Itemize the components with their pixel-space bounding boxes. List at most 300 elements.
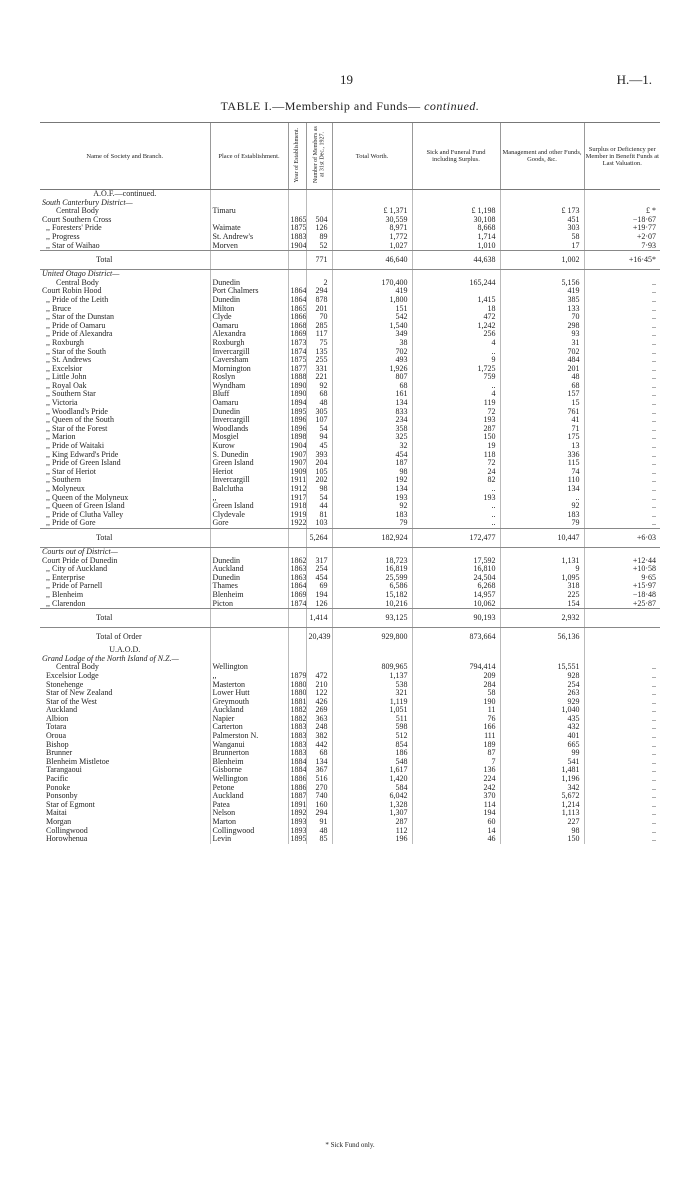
col-header-mgmt: Management and other Funds, Goods, &c. bbox=[500, 123, 584, 190]
cell-members: 331 bbox=[306, 365, 332, 374]
cell-year: 1893 bbox=[288, 827, 306, 836]
cell-mgmt: 41 bbox=[500, 416, 584, 425]
cell-place bbox=[210, 199, 288, 208]
cell-name: Tarangaoui bbox=[46, 766, 82, 775]
cell-members: 367 bbox=[306, 766, 332, 775]
table-row bbox=[40, 749, 660, 758]
table-row bbox=[40, 706, 660, 715]
table-row bbox=[40, 348, 660, 357]
cell-members: 20,439 bbox=[306, 628, 332, 647]
table-total-row bbox=[40, 528, 660, 547]
cell-name: A.O.F.—continued. bbox=[93, 189, 157, 198]
cell-total: 6,042 bbox=[332, 792, 412, 801]
cell-members: 393 bbox=[306, 451, 332, 460]
cell-members: 285 bbox=[306, 322, 332, 331]
cell-total: 511 bbox=[332, 715, 412, 724]
cell-surplus: .. bbox=[584, 339, 660, 348]
table-total-row bbox=[40, 628, 660, 647]
cell-surplus: +19·77 bbox=[584, 224, 660, 233]
cell-surplus: .. bbox=[584, 459, 660, 468]
cell-members: 363 bbox=[306, 715, 332, 724]
cell-members: 54 bbox=[306, 494, 332, 503]
cell-sick: 256 bbox=[412, 330, 500, 339]
cell-surplus: .. bbox=[584, 827, 660, 836]
cell-name: ,, City of Auckland bbox=[46, 565, 108, 574]
cell-name: ,, Pride of Parnell bbox=[46, 582, 103, 591]
cell-mgmt: 79 bbox=[500, 519, 584, 528]
cell-surplus: .. bbox=[584, 485, 660, 494]
cell-members: 98 bbox=[306, 485, 332, 494]
cell-name: Central Body bbox=[56, 278, 99, 287]
cell-place: Picton bbox=[210, 600, 288, 609]
cell-year: 1890 bbox=[288, 382, 306, 391]
cell-mgmt: 2,932 bbox=[500, 609, 584, 628]
table-row bbox=[40, 582, 660, 591]
cell-place: Invercargill bbox=[210, 476, 288, 485]
cell-year: 1886 bbox=[288, 775, 306, 784]
cell-year bbox=[288, 270, 306, 279]
cell-place: Dunedin bbox=[210, 574, 288, 583]
cell-year: 1869 bbox=[288, 330, 306, 339]
cell-members: 254 bbox=[306, 565, 332, 574]
cell-name: ,, Blenheim bbox=[46, 590, 84, 599]
table-row bbox=[40, 775, 660, 784]
cell-name: ,, Pride of Green Island bbox=[46, 459, 121, 468]
cell-total: 79 bbox=[332, 519, 412, 528]
cell-surplus bbox=[584, 199, 660, 208]
cell-mgmt: 1,214 bbox=[500, 801, 584, 810]
cell-surplus: .. bbox=[584, 818, 660, 827]
cell-mgmt: 484 bbox=[500, 356, 584, 365]
cell-members: 48 bbox=[306, 399, 332, 408]
cell-surplus: .. bbox=[584, 348, 660, 357]
table-row bbox=[40, 442, 660, 451]
table-row bbox=[40, 382, 660, 391]
cell-place: Green Island bbox=[210, 459, 288, 468]
cell-mgmt: 435 bbox=[500, 715, 584, 724]
cell-mgmt: 451 bbox=[500, 216, 584, 225]
footnote: * Sick Fund only. bbox=[325, 1141, 375, 1149]
cell-total: 98 bbox=[332, 468, 412, 477]
cell-mgmt: .. bbox=[500, 494, 584, 503]
cell-members: 382 bbox=[306, 732, 332, 741]
cell-place: Kurow bbox=[210, 442, 288, 451]
cell-total: 134 bbox=[332, 399, 412, 408]
cell-year: 1862 bbox=[288, 557, 306, 566]
cell-mgmt: 225 bbox=[500, 591, 584, 600]
cell-name: Auckland bbox=[46, 706, 78, 715]
cell-total: 151 bbox=[332, 305, 412, 314]
cell-year: 1880 bbox=[288, 681, 306, 690]
cell-total bbox=[332, 199, 412, 208]
cell-name: Court Southern Cross bbox=[42, 215, 112, 224]
table-row bbox=[40, 468, 660, 477]
table-row bbox=[40, 330, 660, 339]
cell-mgmt: 15,551 bbox=[500, 663, 584, 672]
cell-sick: .. bbox=[412, 519, 500, 528]
cell-name: Grand Lodge of the North Island of N.Z.— bbox=[42, 654, 179, 663]
cell-total: 809,965 bbox=[332, 663, 412, 672]
cell-surplus bbox=[584, 646, 660, 655]
cell-place: Bluff bbox=[210, 390, 288, 399]
cell-place: Invercargill bbox=[210, 416, 288, 425]
cell-surplus bbox=[584, 655, 660, 664]
cell-total: 187 bbox=[332, 459, 412, 468]
cell-name: ,, Queen of the Molyneux bbox=[46, 493, 129, 502]
cell-year: 1873 bbox=[288, 339, 306, 348]
cell-year bbox=[288, 528, 306, 547]
cell-mgmt: 74 bbox=[500, 468, 584, 477]
cell-total: 112 bbox=[332, 827, 412, 836]
cell-mgmt: 419 bbox=[500, 287, 584, 296]
cell-mgmt: 1,040 bbox=[500, 706, 584, 715]
cell-sick: 10,062 bbox=[412, 600, 500, 609]
cell-sick: 193 bbox=[412, 494, 500, 503]
cell-year: 1896 bbox=[288, 425, 306, 434]
cell-members: 454 bbox=[306, 574, 332, 583]
cell-place: Dunedin bbox=[210, 296, 288, 305]
cell-surplus: .. bbox=[584, 305, 660, 314]
cell-year bbox=[288, 207, 306, 216]
table-title bbox=[0, 99, 700, 114]
table-title-suffix: continued. bbox=[424, 99, 480, 113]
table-row bbox=[40, 698, 660, 707]
cell-place: Greymouth bbox=[210, 698, 288, 707]
cell-members bbox=[306, 547, 332, 556]
cell-year: 1907 bbox=[288, 459, 306, 468]
cell-members: 103 bbox=[306, 519, 332, 528]
cell-sick: 72 bbox=[412, 459, 500, 468]
cell-members: 107 bbox=[306, 416, 332, 425]
cell-name: South Canterbury District— bbox=[42, 198, 133, 207]
cell-year: 1907 bbox=[288, 451, 306, 460]
cell-total bbox=[332, 547, 412, 556]
cell-place: ,, bbox=[210, 494, 288, 503]
cell-place: Levin bbox=[210, 835, 288, 844]
col-header-members-text: Number of Members as at 31st Dec., 1927. bbox=[312, 126, 325, 184]
cell-name: Ponoke bbox=[46, 783, 70, 792]
cell-place: Thames bbox=[210, 582, 288, 591]
table-total-row bbox=[40, 609, 660, 628]
cell-sick: 1,010 bbox=[412, 242, 500, 251]
cell-members: 194 bbox=[306, 591, 332, 600]
cell-surplus: +15·97 bbox=[584, 582, 660, 591]
cell-sick: 24 bbox=[412, 468, 500, 477]
cell-surplus: .. bbox=[584, 809, 660, 818]
cell-surplus: +2·07 bbox=[584, 233, 660, 242]
cell-surplus: .. bbox=[584, 416, 660, 425]
cell-name: ,, Molyneux bbox=[46, 485, 85, 493]
cell-total: 1,137 bbox=[332, 672, 412, 681]
cell-name: Court Pride of Dunedin bbox=[42, 556, 118, 565]
cell-year: 1882 bbox=[288, 706, 306, 715]
cell-surplus bbox=[584, 270, 660, 279]
cell-place: Morven bbox=[210, 242, 288, 251]
cell-place: Petone bbox=[210, 784, 288, 793]
cell-name: Morgan bbox=[46, 818, 72, 826]
cell-surplus: .. bbox=[584, 468, 660, 477]
cell-mgmt: 928 bbox=[500, 672, 584, 681]
cell-year: 1875 bbox=[288, 356, 306, 365]
cell-year: 1883 bbox=[288, 723, 306, 732]
cell-sick: 1,242 bbox=[412, 322, 500, 331]
cell-mgmt: 48 bbox=[500, 373, 584, 382]
cell-surplus: .. bbox=[584, 715, 660, 724]
cell-mgmt: 115 bbox=[500, 459, 584, 468]
cell-year: 1904 bbox=[288, 442, 306, 451]
cell-total: 493 bbox=[332, 356, 412, 365]
cell-members: 248 bbox=[306, 723, 332, 732]
cell-place: Palmerston N. bbox=[210, 732, 288, 741]
table-row bbox=[40, 519, 660, 528]
cell-year: 1868 bbox=[288, 322, 306, 331]
cell-members: 54 bbox=[306, 425, 332, 434]
cell-total: 1,540 bbox=[332, 322, 412, 331]
cell-mgmt: 5,672 bbox=[500, 792, 584, 801]
cell-total: 10,216 bbox=[332, 600, 412, 609]
table-section-row bbox=[40, 199, 660, 208]
table-row bbox=[40, 758, 660, 767]
cell-mgmt: 342 bbox=[500, 784, 584, 793]
cell-sick: 76 bbox=[412, 715, 500, 724]
table-row bbox=[40, 390, 660, 399]
cell-members: 472 bbox=[306, 672, 332, 681]
cell-place bbox=[210, 646, 288, 655]
cell-mgmt: 303 bbox=[500, 224, 584, 233]
cell-total: 18,723 bbox=[332, 557, 412, 566]
cell-name: ,, Southern bbox=[46, 476, 81, 485]
membership-funds-table bbox=[40, 122, 660, 844]
table-section-row bbox=[40, 646, 660, 655]
cell-year: 1886 bbox=[288, 784, 306, 793]
cell-name: Excelsior Lodge bbox=[46, 671, 99, 680]
cell-name: Courts out of District— bbox=[42, 547, 118, 556]
cell-place: Mosgiel bbox=[210, 433, 288, 442]
cell-members bbox=[306, 199, 332, 208]
cell-mgmt: 665 bbox=[500, 741, 584, 750]
cell-sick: .. bbox=[412, 382, 500, 391]
cell-mgmt: 385 bbox=[500, 296, 584, 305]
cell-total: 183 bbox=[332, 511, 412, 520]
cell-name: ,, Pride of Alexandra bbox=[46, 330, 113, 339]
cell-total: 854 bbox=[332, 741, 412, 750]
col-header-name: Name of Society and Branch. bbox=[40, 123, 210, 190]
cell-place: Wellington bbox=[210, 663, 288, 672]
cell-total: 196 bbox=[332, 835, 412, 844]
cell-name: ,, Star of the Forest bbox=[46, 424, 108, 433]
cell-year: 1912 bbox=[288, 485, 306, 494]
cell-sick: 72 bbox=[412, 408, 500, 417]
cell-surplus: .. bbox=[584, 451, 660, 460]
cell-surplus: +12·44 bbox=[584, 557, 660, 566]
cell-sick: 14,957 bbox=[412, 591, 500, 600]
cell-place bbox=[210, 547, 288, 556]
cell-place bbox=[210, 270, 288, 279]
cell-sick: 19 bbox=[412, 442, 500, 451]
cell-name: Total bbox=[40, 609, 210, 628]
cell-surplus: .. bbox=[584, 322, 660, 331]
cell-members: 202 bbox=[306, 476, 332, 485]
cell-year: 1875 bbox=[288, 224, 306, 233]
table-row bbox=[40, 287, 660, 296]
cell-place: Wyndham bbox=[210, 382, 288, 391]
cell-mgmt: 17 bbox=[500, 242, 584, 251]
cell-total: 93,125 bbox=[332, 609, 412, 628]
cell-name: Total of Order bbox=[96, 631, 142, 641]
cell-members: 255 bbox=[306, 356, 332, 365]
cell-sick: 58 bbox=[412, 689, 500, 698]
cell-place: Dunedin bbox=[210, 279, 288, 288]
cell-place: Invercargill bbox=[210, 348, 288, 357]
cell-year bbox=[288, 646, 306, 655]
cell-sick: 759 bbox=[412, 373, 500, 382]
table-title-main: TABLE I.—Membership and Funds— bbox=[220, 99, 421, 113]
cell-place: ,, bbox=[210, 672, 288, 681]
cell-total: 358 bbox=[332, 425, 412, 434]
cell-surplus: .. bbox=[584, 511, 660, 520]
cell-place: Oamaru bbox=[210, 399, 288, 408]
cell-mgmt: 58 bbox=[500, 233, 584, 242]
cell-name: ,, Pride of Oamaru bbox=[46, 321, 106, 330]
cell-name: Pacific bbox=[46, 775, 69, 784]
cell-name: ,, Royal Oak bbox=[46, 381, 87, 390]
col-header-year-text: Year of Establishment. bbox=[293, 127, 300, 183]
cell-surplus: .. bbox=[584, 313, 660, 322]
cell-sick bbox=[412, 655, 500, 664]
cell-members: 89 bbox=[306, 233, 332, 242]
cell-mgmt: 1,196 bbox=[500, 775, 584, 784]
table-row bbox=[40, 242, 660, 251]
cell-total bbox=[332, 655, 412, 664]
table-row bbox=[40, 296, 660, 305]
cell-sick bbox=[412, 287, 500, 296]
cell-surplus: +25·87 bbox=[584, 600, 660, 609]
table-row bbox=[40, 339, 660, 348]
cell-surplus: .. bbox=[584, 758, 660, 767]
cell-surplus: .. bbox=[584, 741, 660, 750]
cell-members: 305 bbox=[306, 408, 332, 417]
cell-surplus: .. bbox=[584, 681, 660, 690]
cell-total bbox=[332, 270, 412, 279]
cell-name: Ponsonby bbox=[46, 792, 78, 801]
cell-mgmt: 71 bbox=[500, 425, 584, 434]
cell-place: St. Andrew's bbox=[210, 233, 288, 242]
cell-name: Oroua bbox=[46, 732, 66, 741]
table-row bbox=[40, 502, 660, 511]
cell-surplus: .. bbox=[584, 723, 660, 732]
cell-mgmt bbox=[500, 199, 584, 208]
cell-sick: 242 bbox=[412, 784, 500, 793]
cell-surplus: .. bbox=[584, 494, 660, 503]
cell-place: Masterton bbox=[210, 681, 288, 690]
table-row bbox=[40, 766, 660, 775]
cell-surplus: .. bbox=[584, 792, 660, 801]
table-section-row bbox=[40, 547, 660, 556]
cell-name: Brunner bbox=[46, 749, 73, 758]
table-section-row bbox=[40, 270, 660, 279]
document-reference: H.—1. bbox=[616, 72, 652, 87]
cell-place: Caversham bbox=[210, 356, 288, 365]
cell-sick: 114 bbox=[412, 801, 500, 810]
table-row bbox=[40, 485, 660, 494]
cell-sick: 90,193 bbox=[412, 609, 500, 628]
cell-members: 210 bbox=[306, 681, 332, 690]
cell-total: 1,027 bbox=[332, 242, 412, 251]
cell-total: 30,559 bbox=[332, 216, 412, 225]
cell-sick: 287 bbox=[412, 425, 500, 434]
cell-total: 46,640 bbox=[332, 251, 412, 270]
cell-year: 1883 bbox=[288, 732, 306, 741]
cell-name: ,, Excelsior bbox=[46, 364, 83, 373]
cell-sick: 150 bbox=[412, 433, 500, 442]
cell-members bbox=[306, 663, 332, 672]
cell-total: 193 bbox=[332, 494, 412, 503]
cell-sick: 119 bbox=[412, 399, 500, 408]
cell-year: 1896 bbox=[288, 416, 306, 425]
cell-sick: 8,668 bbox=[412, 224, 500, 233]
cell-year: 1884 bbox=[288, 766, 306, 775]
table-section-row bbox=[40, 655, 660, 664]
cell-sick: 111 bbox=[412, 732, 500, 741]
cell-name: ,, Woodland's Pride bbox=[46, 407, 108, 416]
table-row bbox=[40, 451, 660, 460]
cell-name: Stonehenge bbox=[46, 680, 84, 689]
cell-sick: 1,415 bbox=[412, 296, 500, 305]
cell-surplus: .. bbox=[584, 801, 660, 810]
cell-place: Wanganui bbox=[210, 741, 288, 750]
cell-total: 68 bbox=[332, 382, 412, 391]
cell-members: 221 bbox=[306, 373, 332, 382]
cell-year: 1895 bbox=[288, 835, 306, 844]
cell-members: 69 bbox=[306, 582, 332, 591]
cell-sick bbox=[412, 547, 500, 556]
cell-members: 294 bbox=[306, 809, 332, 818]
cell-sick: 224 bbox=[412, 775, 500, 784]
cell-mgmt: 183 bbox=[500, 511, 584, 520]
cell-total: 1,119 bbox=[332, 698, 412, 707]
cell-surplus: .. bbox=[584, 390, 660, 399]
cell-sick: 30,108 bbox=[412, 216, 500, 225]
cell-total: 6,586 bbox=[332, 582, 412, 591]
cell-surplus: +10·58 bbox=[584, 565, 660, 574]
cell-name: Court Robin Hood bbox=[42, 287, 102, 296]
cell-mgmt: 929 bbox=[500, 698, 584, 707]
cell-surplus: .. bbox=[584, 519, 660, 528]
cell-members: 126 bbox=[306, 600, 332, 609]
cell-surplus bbox=[584, 609, 660, 628]
cell-sick: 1,725 bbox=[412, 365, 500, 374]
table-row bbox=[40, 792, 660, 801]
table-row bbox=[40, 723, 660, 732]
table-row bbox=[40, 416, 660, 425]
cell-name: Collingwood bbox=[46, 826, 88, 835]
cell-members bbox=[306, 646, 332, 655]
cell-place bbox=[210, 655, 288, 664]
cell-place bbox=[210, 216, 288, 225]
cell-members: 134 bbox=[306, 758, 332, 767]
cell-sick: 17,592 bbox=[412, 557, 500, 566]
cell-year: 1865 bbox=[288, 305, 306, 314]
table-row bbox=[40, 373, 660, 382]
cell-total: 161 bbox=[332, 390, 412, 399]
cell-year bbox=[288, 199, 306, 208]
cell-members: 504 bbox=[306, 216, 332, 225]
cell-place: Heriot bbox=[210, 468, 288, 477]
cell-year bbox=[288, 190, 306, 199]
cell-members: 740 bbox=[306, 792, 332, 801]
cell-total: 321 bbox=[332, 689, 412, 698]
cell-members: 317 bbox=[306, 557, 332, 566]
